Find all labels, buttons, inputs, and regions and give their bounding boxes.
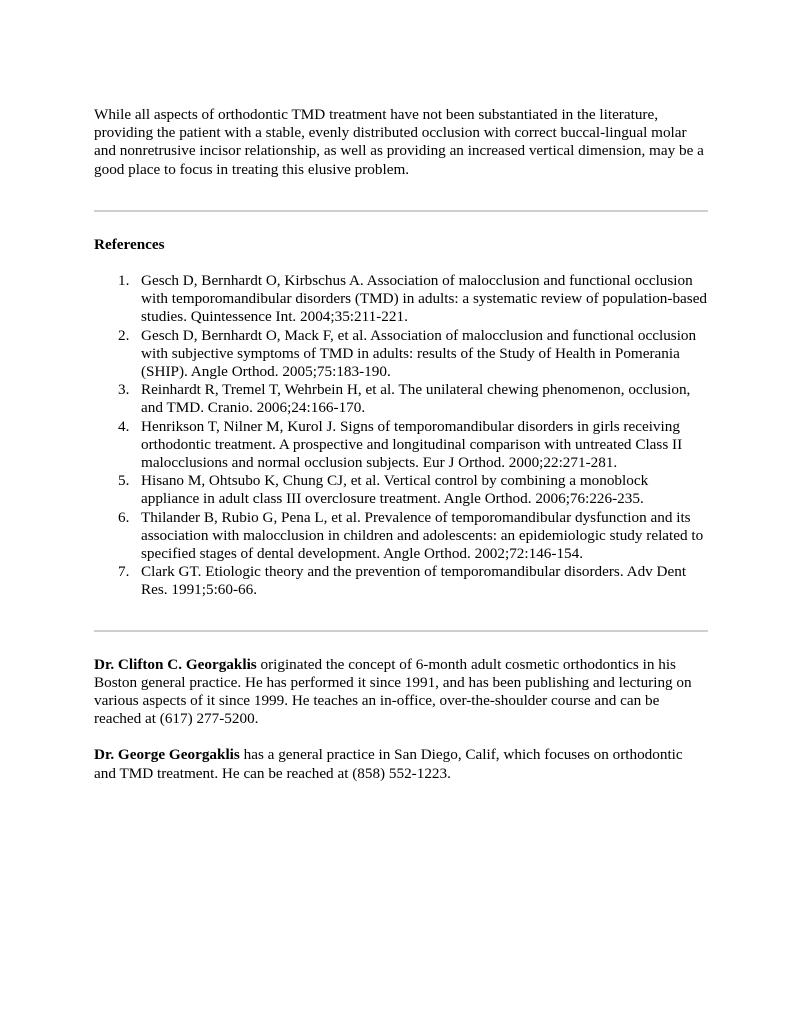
author-name: Dr. George Georgaklis [94,746,240,764]
reference-number: 3. [118,381,130,399]
reference-item-1 [94,272,708,327]
reference-text: Gesch D, Bernhardt O, Kirbschus A. Association of malocclusion and functional occlusion with temporomandibular disorders (TMD) in adults: a systematic review of population-based studies. Quintessence Int. 2004;35:211-221. [141,272,708,326]
author-bio-george [94,746,708,782]
reference-number: 1. [118,272,130,290]
reference-text: Clark GT. Etiologic theory and the prevention of temporomandibular disorders. Adv Dent Res. 1991;5:60-66. [141,563,687,599]
reference-item-3 [94,381,708,417]
reference-item-4 [94,418,708,473]
author-bio-text: originated the concept of 6-month adult cosmetic orthodontics in his Boston general practice. He has performed it since 1991, and has been publishing and lecturing on various aspects of it since 1999. He teaches an in-office, over-the-shoulder course and can be reached at (617) 277-5200. [94,655,692,728]
article-page [94,106,708,783]
reference-item-2 [94,327,708,382]
reference-text: Thilander B, Rubio G, Pena L, et al. Prevalence of temporomandibular dysfunction and its association with malocclusion in children and adolescents: an epidemiologic study related to specified stages of dental development. Angle Orthod. 2002;72:146-154. [141,508,704,563]
references-heading: References [94,235,165,253]
reference-text: Reinhardt R, Tremel T, Wehrbein H, et al. The unilateral chewing phenomenon, occlusion, and TMD. Cranio. 2006;24:166-170. [141,381,691,417]
reference-list [94,272,708,600]
author-name: Dr. Clifton C. Georgaklis [94,655,257,673]
section-divider [94,210,708,212]
author-bio-text: has a general practice in San Diego, Calif, which focuses on orthodontic and TMD treatment. He can be reached at (858) 552-1223. [94,746,683,782]
reference-text: Hisano M, Ohtsubo K, Chung CJ, et al. Vertical control by combining a monoblock appliance in adult class III overclosure treatment. Angle Orthod. 2006;76:226-235. [141,472,649,508]
reference-number: 7. [118,563,130,581]
reference-text: Gesch D, Bernhardt O, Mack F, et al. Association of malocclusion and functional occlusion with subjective symptoms of TMD in adults: results of the Study of Health in Pomerania (SHIP). Angle Orthod. 2005;75:183-190. [141,326,697,381]
reference-number: 4. [118,417,130,435]
reference-item-7 [94,563,708,599]
author-bio-clifton [94,656,708,729]
reference-item-6 [94,509,708,564]
reference-number: 5. [118,472,130,490]
reference-item-5 [94,472,708,508]
section-divider [94,630,708,632]
reference-number: 2. [118,326,130,344]
reference-number: 6. [118,508,130,526]
reference-text: Henrikson T, Nilner M, Kurol J. Signs of temporomandibular disorders in girls receiving orthodontic treatment. A prospective and longitudinal comparison with untreated Class II malocclusions and normal occlusion subjects. Eur J Orthod. 2000;22:271-281. [141,417,683,472]
intro-paragraph: While all aspects of orthodontic TMD treatment have not been substantiated in the literature, providing the patient with a stable, evenly distributed occlusion with correct buccal-lingual molar and nonretrusive incisor relationship, as well as providing an increased vertical dimension, may be a good place to focus in treating this elusive problem. [94,106,704,178]
